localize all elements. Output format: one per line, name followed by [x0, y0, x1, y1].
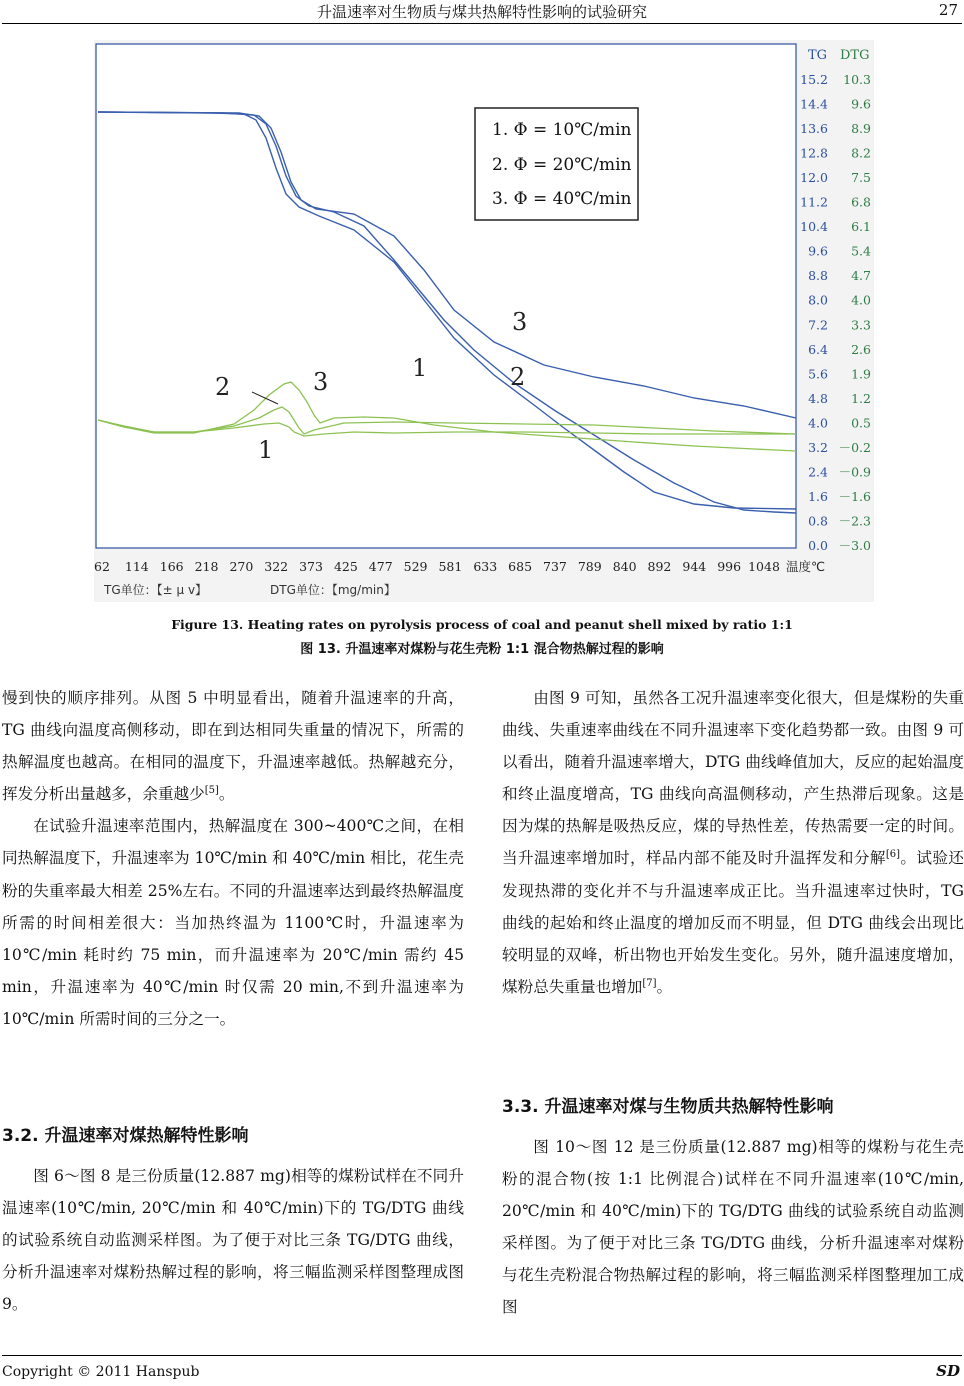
- section-3-2: [2, 1126, 464, 1320]
- x-tick-label: 1048: [748, 559, 780, 574]
- tg-tick-label: 15.2: [800, 72, 828, 87]
- citation: [7]: [642, 977, 657, 989]
- tg-tick-label: 1.6: [808, 488, 828, 504]
- tg-tick-label: 0.8: [808, 513, 828, 529]
- tg-tick-label: 10.4: [800, 219, 828, 235]
- tg-tick-label: 6.4: [808, 341, 828, 357]
- dtg-tick-label: 1.9: [851, 366, 871, 382]
- tg-label-3: 3: [512, 308, 528, 336]
- x-tick-label: 529: [403, 559, 428, 574]
- tg-tick-label: 5.6: [808, 366, 828, 382]
- header-divider: [2, 23, 962, 24]
- running-header: [0, 0, 964, 24]
- dtg-tick-label: 8.2: [851, 145, 871, 161]
- tg-tick-label: 4.8: [808, 390, 828, 406]
- x-tick-label: 477: [368, 559, 393, 574]
- dtg-label-2: 2: [215, 373, 231, 401]
- paragraph: [502, 682, 964, 1003]
- x-tick-label: 789: [577, 559, 602, 574]
- x-tick-label: 62: [94, 559, 110, 574]
- tg-axis-header: TG: [808, 48, 828, 63]
- dtg-tick-label: 3.3: [851, 317, 871, 333]
- dtg-tick-label: －3.0: [838, 538, 871, 553]
- tg-tick-label: 7.2: [808, 317, 828, 333]
- x-tick-label: 425: [333, 559, 358, 574]
- figure-caption-en: Figure 13. Heating rates on pyrolysis process of coal and peanut shell mixed by ratio 1:1: [171, 617, 793, 632]
- running-title: 升温速率对生物质与煤共热解特性影响的试验研究: [316, 3, 647, 21]
- x-tick-label: 373: [299, 559, 323, 574]
- x-tick-label: 322: [264, 559, 289, 574]
- x-tick-label: 892: [647, 559, 672, 574]
- citation: [5]: [204, 785, 219, 797]
- tg-tick-label: 3.2: [808, 439, 828, 455]
- legend-item-2: 2. Φ = 20℃/min: [492, 155, 632, 175]
- dtg-tick-label: －0.9: [838, 464, 871, 480]
- paragraph: 在试验升温速率范围内，热解温度在 300~400℃之间，在相同热解温度下，升温速率为 10℃/min 和 40℃/min 相比，花生壳粉的失重率最大相差 25%左右。不同的升温速率达到最终热解温度所需的时间相差很大：当加热终温为 1100℃时，升温速率为 10℃/min 耗时约 75 min，而升温速率为 20℃/min 需约 45 min，升温速率为 40℃/min 时仅需 20 min,不到升温速率为 10℃/min 所需时间的三分之一。: [2, 817, 464, 1028]
- tg-tick-label: 12.8: [800, 145, 828, 161]
- section-heading: 3.2. 升温速率对煤热解特性影响: [2, 1126, 249, 1146]
- dtg-axis-header: DTG: [840, 48, 870, 63]
- figure-caption-zh: 图 13. 升温速率对煤粉与花生壳粉 1:1 混合物热解过程的影响: [300, 642, 664, 657]
- dtg-tick-label: －1.6: [838, 488, 871, 504]
- copyright: Copyright © 2011 Hanspub: [2, 1364, 200, 1380]
- page-number: 27: [938, 1, 958, 19]
- x-tick-label: 737: [543, 559, 567, 574]
- tg-tick-label: 9.6: [808, 243, 828, 259]
- dtg-tick-label: 8.9: [851, 121, 871, 137]
- tg-dtg-chart: [94, 40, 874, 602]
- right-column: [502, 682, 964, 1003]
- dtg-tick-label: 6.8: [851, 194, 871, 210]
- journal-abbrev: SD: [936, 1362, 960, 1380]
- tg-tick-label: 2.4: [808, 464, 828, 480]
- plot-frame: [96, 44, 796, 548]
- paragraph-text: 由图 9 可知，虽然各工况升温速率变化很大，但是煤粉的失重曲线、失重速率曲线在不同升温速率下变化趋势都一致。由图 9 可以看出，随着升温速率增大，DTG 曲线峰值加大，反应的起始温度和终止温度增高，TG 曲线向高温侧移动，产生热滞后现象。这是因为煤的热解是吸热反应，煤的导热性差，传热需要一定的时间。当升温速率增加时，样品内部不能及时升温挥发和分解: [502, 689, 964, 868]
- paragraph: 图 10～图 12 是三份质量(12.887 mg)相等的煤粉与花生壳粉的混合物(按 1:1 比例混合)试样在不同升温速率(10℃/min, 20℃/min 和 40℃/min)下的 TG/DTG 曲线的试验系统自动监测采样图。为了便于对比三条 TG/DTG 曲线，分析升温速率对煤粉与花生壳粉混合物热解过程的影响，将三幅监测采样图整理加工成图: [502, 1138, 964, 1317]
- x-tick-label: 633: [473, 559, 498, 574]
- temperature-axis: [94, 559, 780, 574]
- tg-tick-label: 12.0: [800, 170, 828, 186]
- tg-tick-label: 13.6: [800, 121, 828, 137]
- dtg-tick-label: 6.1: [851, 219, 871, 235]
- dtg-tick-label: 10.3: [843, 72, 871, 87]
- x-tick-label: 581: [438, 559, 463, 574]
- left-column: [2, 682, 464, 1035]
- tg-tick-label: 11.2: [800, 194, 828, 210]
- tg-label-2: 2: [510, 363, 526, 391]
- x-tick-label: 944: [682, 559, 707, 574]
- legend-item-1: 1. Φ = 10℃/min: [492, 120, 632, 140]
- dtg-unit-label: DTG单位：【mg/min】: [270, 583, 396, 597]
- paragraph-text: 。: [218, 785, 235, 804]
- dtg-tick-label: 0.5: [851, 415, 871, 431]
- tg-label-1: 1: [412, 354, 428, 382]
- tg-tick-label: 4.0: [808, 415, 828, 431]
- x-tick-label: 840: [612, 559, 637, 574]
- dtg-tick-label: －0.2: [838, 439, 871, 455]
- tg-tick-label: 0.0: [808, 538, 828, 553]
- x-tick-label: 685: [508, 559, 533, 574]
- dtg-axis: [839, 72, 871, 553]
- citation: [6]: [885, 849, 900, 861]
- dtg-tick-label: 2.6: [851, 341, 871, 357]
- x-tick-label: 114: [124, 559, 149, 574]
- x-tick-label: 166: [159, 559, 184, 574]
- dtg-label-1: 1: [258, 436, 274, 464]
- dtg-tick-label: 4.7: [851, 268, 871, 284]
- paragraph-text: 。试验还发现热滞的变化并不与升温速率成正比。当升温速率过快时，TG 曲线的起始和终止温度的增加反而不明显，但 DTG 曲线会出现比较明显的双峰，析出物也开始发生变化。另外，随升温速度增加，煤粉总失重量也增加: [502, 849, 964, 996]
- dtg-tick-label: －2.3: [838, 513, 871, 529]
- dtg-label-3: 3: [313, 368, 329, 396]
- figure-13: [94, 40, 874, 602]
- dtg-tick-label: 9.6: [851, 96, 871, 112]
- section-3-3: [502, 1097, 964, 1324]
- dtg-tick-label: 4.0: [851, 292, 871, 308]
- paragraph: 图 6～图 8 是三份质量(12.887 mg)相等的煤粉试样在不同升温速率(10℃/min, 20℃/min 和 40℃/min)下的 TG/DTG 曲线的试验系统自动监测采样图。为了便于对比三条 TG/DTG 曲线，分析升温速率对煤粉热解过程的影响，将三幅监测采样图整理成图 9。: [2, 1167, 464, 1314]
- dtg-tick-label: 5.4: [851, 243, 871, 259]
- legend-item-3: 3. Φ = 40℃/min: [492, 189, 632, 209]
- paragraph: [2, 682, 464, 810]
- x-tick-label: 270: [229, 559, 254, 574]
- tg-axis: [800, 72, 828, 553]
- temperature-unit: 温度℃: [786, 559, 826, 574]
- tg-tick-label: 8.8: [808, 268, 828, 284]
- x-tick-label: 218: [194, 559, 219, 574]
- footer-divider: [2, 1355, 962, 1356]
- tg-unit-label: TG单位：【± μ v】: [104, 583, 208, 597]
- tg-tick-label: 14.4: [800, 96, 828, 112]
- x-tick-label: 996: [717, 559, 742, 574]
- tg-tick-label: 8.0: [808, 292, 828, 308]
- paragraph-text: 。: [656, 977, 673, 996]
- paragraph-text: 慢到快的顺序排列。从图 5 中明显看出，随着升温速率的升高，TG 曲线向温度高侧移动，即在到达相同失重量的情况下，所需的热解温度也越高。在相同的温度下，升温速率越低。热解越充分，挥发分析出量越多，余重越少: [2, 689, 464, 804]
- section-heading: 3.3. 升温速率对煤与生物质共热解特性影响: [502, 1097, 834, 1117]
- dtg-tick-label: 7.5: [851, 170, 871, 186]
- dtg-tick-label: 1.2: [851, 390, 871, 406]
